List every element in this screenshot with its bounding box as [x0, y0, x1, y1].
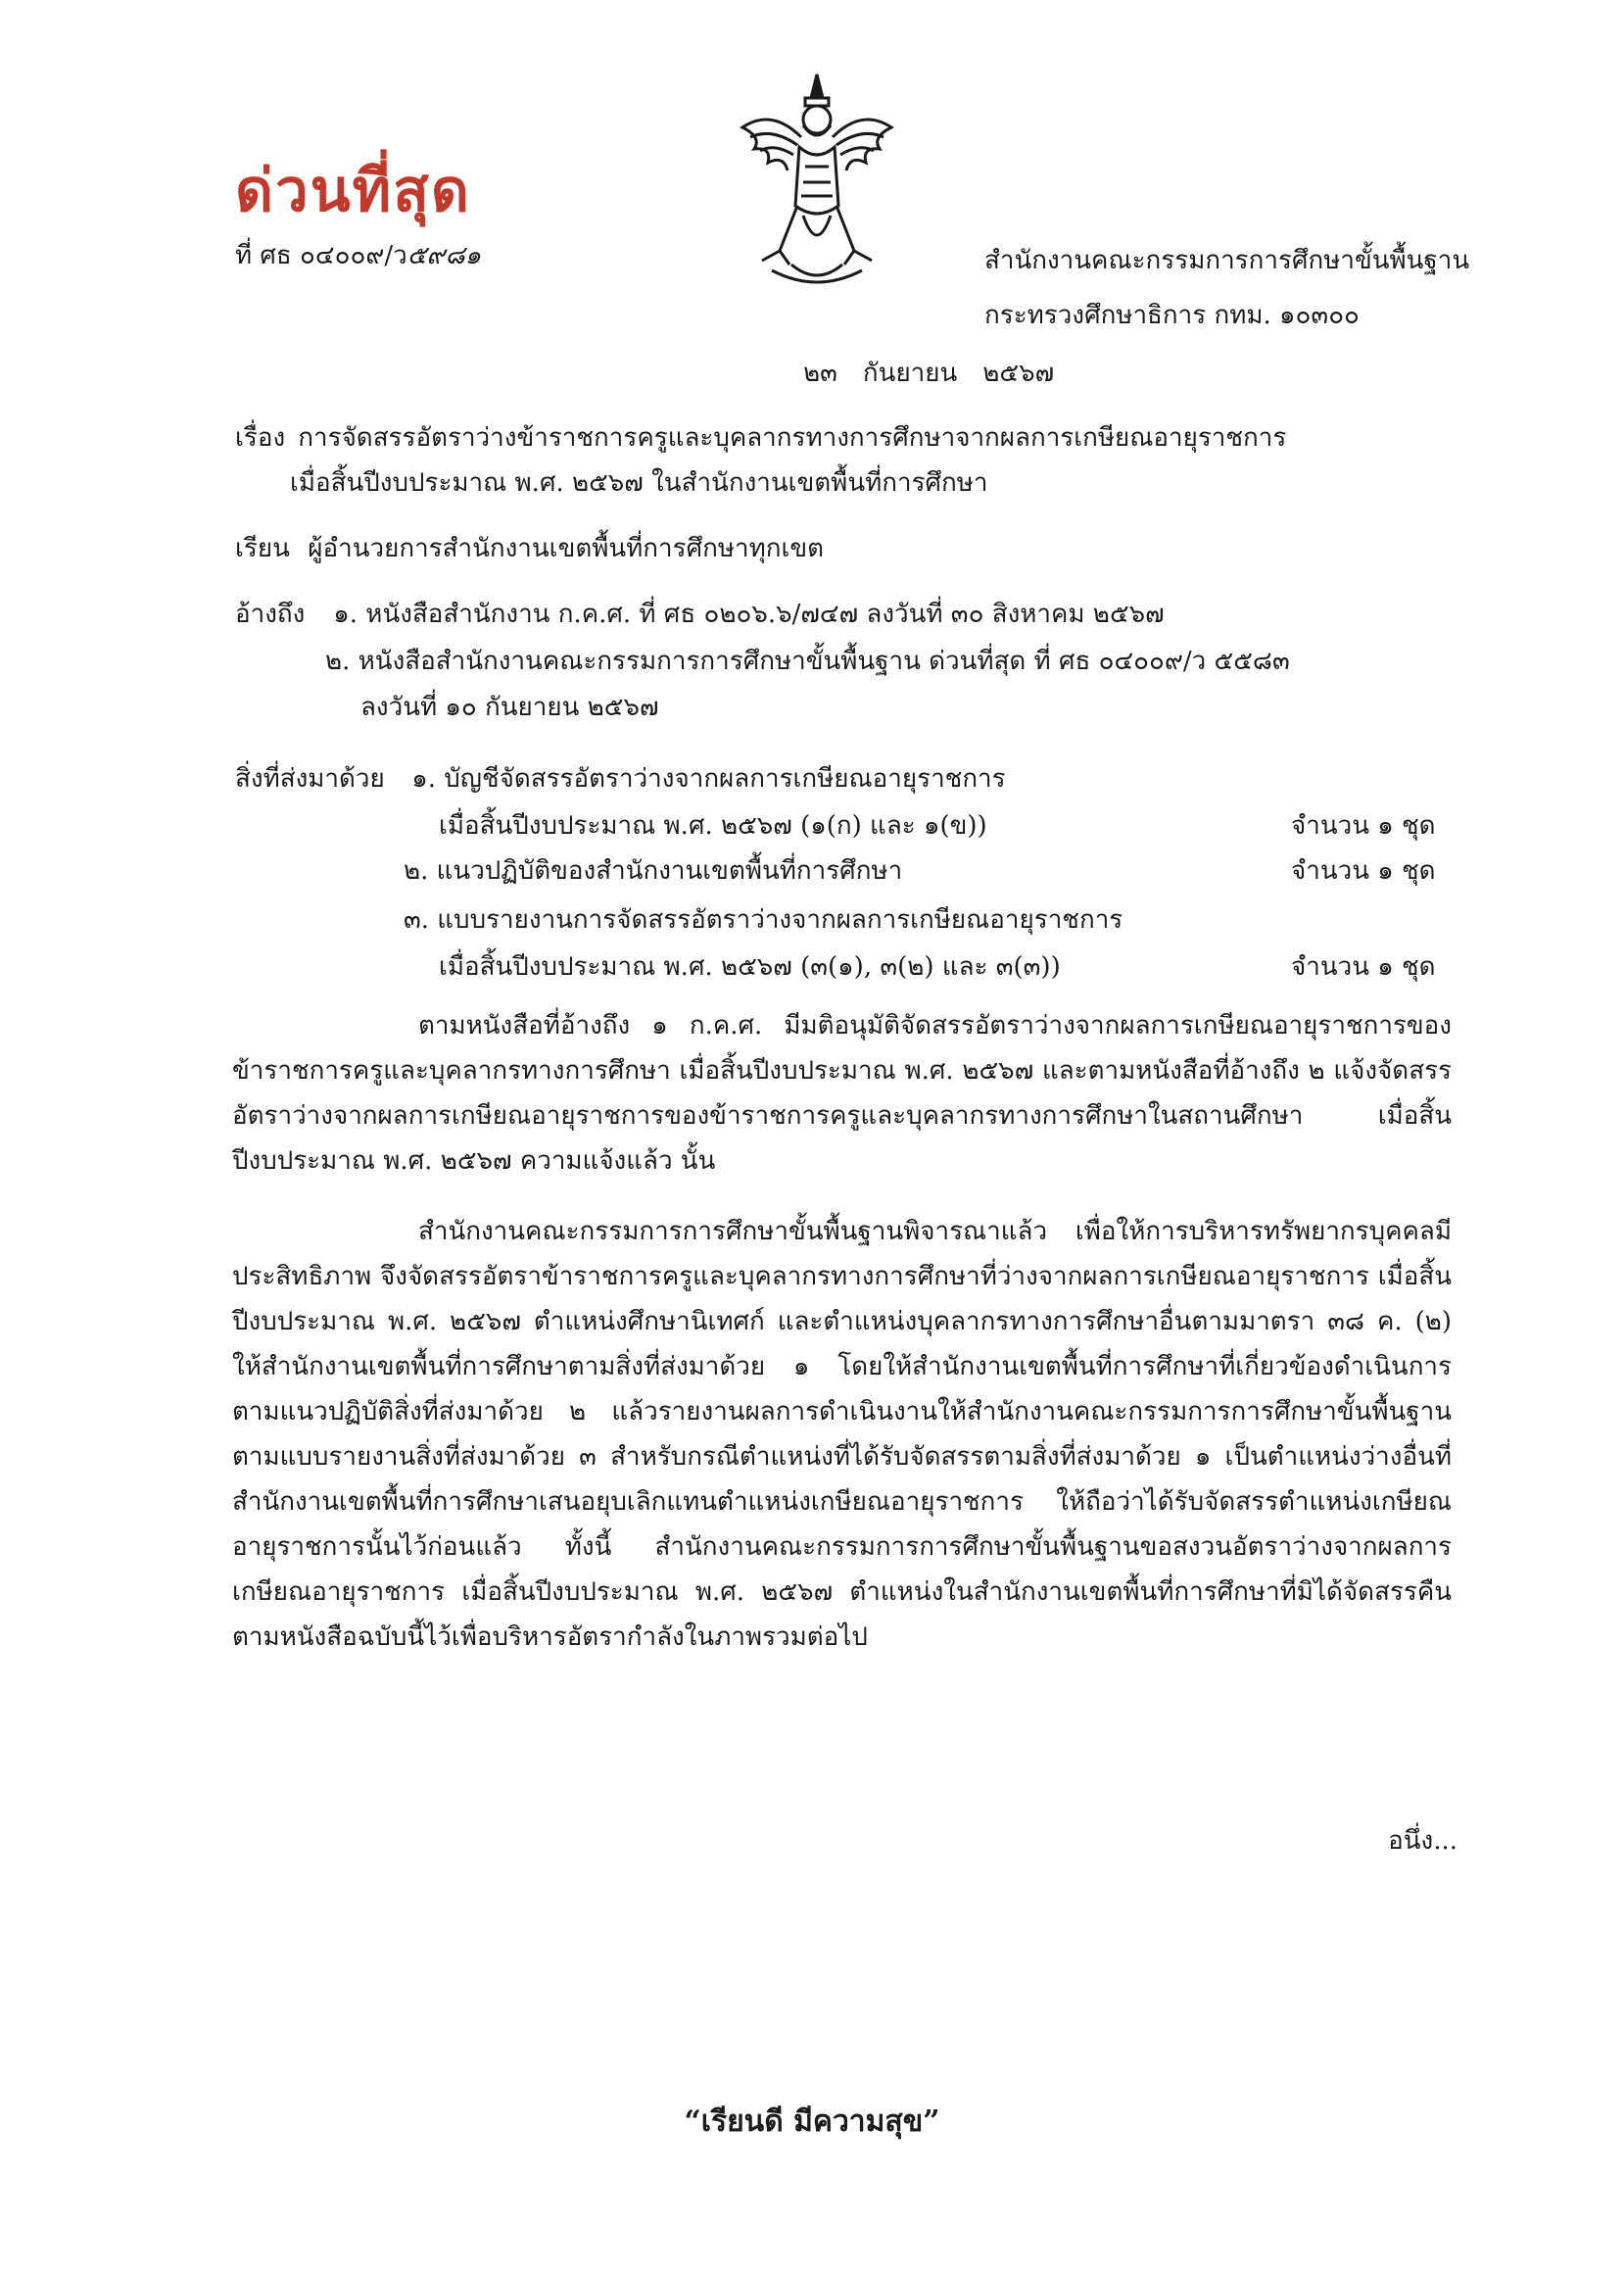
subject-text-1: การจัดสรรอัตราว่างข้าราชการครูและบุคลากรทางการศึกษาจากผลการเกษียณอายุราชการ — [298, 423, 1287, 453]
salutation-text: ผู้อำนวยการสำนักงานเขตพื้นที่การศึกษาทุกเขต — [308, 534, 824, 563]
enclosure-item-3: ๓. แบบรายงานการจัดสรรอัตราว่างจากผลการเกษียณอายุราชการ — [404, 905, 1123, 935]
letter-date — [803, 357, 1079, 390]
document-number-prefix: ที่ ศธ ๐๔๐๐๙/ว — [235, 241, 407, 270]
salutation-label: เรียน — [235, 534, 290, 563]
date-day: ๒๓ — [803, 359, 837, 388]
enclosure-text-3b: เมื่อสิ้นปีงบประมาณ พ.ศ. ๒๕๖๗ (๓(๑), ๓(๒) และ ๓(๓)) — [439, 952, 1061, 982]
agency-location: กระทรวงศึกษาธิการ กทม. ๑๐๓๐๐ — [984, 301, 1360, 330]
body-paragraph-2 — [232, 1209, 1452, 1660]
urgency-stamp: ด่วนที่สุด — [235, 157, 471, 225]
reference-item-1 — [235, 598, 1165, 631]
date-month: กันยายน — [862, 359, 958, 388]
garuda-emblem-icon — [733, 69, 901, 290]
enclosure-qty-3: จำนวน ๑ ชุด — [1291, 952, 1436, 982]
body-paragraph-1-text: ตามหนังสือที่อ้างถึง ๑ ก.ค.ศ. มีมติอนุมัติจัดสรรอัตราว่างจากผลการเกษียณอายุราชการของข้าราชการครูและบุคลากรทางการศึกษา เมื่อสิ้นปีงบประมาณ พ.ศ. ๒๕๖๗ และตามหนังสือที่อ้างถึง ๒ แจ้งจัดสรรอัตราว่างจากผลการเกษียณอายุราชการของข้าราชการครูและบุคลากรทางการศึกษาในสถานศึกษา เมื่อสิ้นปีงบประมาณ พ.ศ. ๒๕๖๗ ความแจ้งแล้ว นั้น — [232, 1011, 1452, 1176]
agency-name: สำนักงานคณะกรรมการการศึกษาขั้นพื้นฐาน — [984, 246, 1470, 275]
body-paragraph-2-text: สำนักงานคณะกรรมการการศึกษาขั้นพื้นฐานพิจารณาแล้ว เพื่อให้การบริหารทรัพยากรบุคคลมีประสิทธิภาพ จึงจัดสรรอัตราข้าราชการครูและบุคลากรทางการศึกษาที่ว่างจากผลการเกษียณอายุราชการ เมื่อสิ้นปีงบประมาณ พ.ศ. ๒๕๖๗ ตำแหน่งศึกษานิเทศก์ และตำแหน่งบุคลากรทางการศึกษาอื่นตามมาตรา ๓๘ ค. (๒) ให้สำนักงานเขตพื้นที่การศึกษาตามสิ่งที่ส่งมาด้วย ๑ โดยให้สำนักงานเขตพื้นที่การศึกษาที่เกี่ยวข้องดำเนินการตามแนวปฏิบัติสิ่งที่ส่งมาด้วย ๒ แล้วรายงานผลการดำเนินงานให้สำนักงานคณะกรรมการการศึกษาขั้นพื้นฐานตามแบบรายงานสิ่งที่ส่งมาด้วย ๓ สำหรับกรณีตำแหน่งที่ได้รับจัดสรรตามสิ่งที่ส่งมาด้วย ๑ เป็นตำแหน่งว่างอื่นที่สำนักงานเขตพื้นที่การศึกษาเสนอยุบเลิกแทนตำแหน่งเกษียณอายุราชการ ให้ถือว่าได้รับจัดสรรตำแหน่งเกษียณอายุราชการนั้นไว้ก่อนแล้ว ทั้งนี้ สำนักงานคณะกรรมการการศึกษาขั้นพื้นฐานขอสงวนอัตราว่างจากผลการเกษียณอายุราชการ เมื่อสิ้นปีงบประมาณ พ.ศ. ๒๕๖๗ ตำแหน่งในสำนักงานเขตพื้นที่การศึกษาที่มิได้จัดสรรคืนตามหนังสือฉบับนี้ไว้เพื่อบริหารอัตรากำลังในภาพรวมต่อไป — [232, 1217, 1452, 1652]
document-number-handwritten: ๕๙๘๑ — [406, 241, 482, 270]
document-number — [235, 239, 481, 272]
continuation-marker: อนึ่ง... — [1388, 1826, 1457, 1856]
enclosure-qty-2: จำนวน ๑ ชุด — [1291, 856, 1436, 886]
salutation — [235, 532, 824, 565]
reference-text-1: ๑. หนังสือสำนักงาน ก.ค.ศ. ที่ ศธ ๐๒๐๖.๖/๗๔๗ ลงวันที่ ๓๐ สิงหาคม ๒๕๖๗ — [333, 600, 1165, 629]
enclosure-item-1 — [235, 762, 1006, 796]
subject-text-2: เมื่อสิ้นปีงบประมาณ พ.ศ. ๒๕๖๗ ในสำนักงานเขตพื้นที่การศึกษา — [290, 468, 988, 498]
reference-label: อ้างถึง — [235, 600, 306, 629]
agency-address — [984, 244, 1469, 354]
date-year: ๒๕๖๗ — [982, 359, 1055, 388]
reference-item-2-date: ลงวันที่ ๑๐ กันยายน ๒๕๖๗ — [360, 693, 659, 722]
enclosure-label: สิ่งที่ส่งมาด้วย — [235, 764, 385, 794]
footer-slogan: “เรียนดี มีความสุข” — [684, 2104, 940, 2139]
subject-label: เรื่อง — [235, 423, 286, 453]
enclosure-qty-1: จำนวน ๑ ชุด — [1291, 811, 1436, 841]
subject-line-1 — [235, 421, 1286, 455]
enclosure-text-1: ๑. บัญชีจัดสรรอัตราว่างจากผลการเกษียณอายุราชการ — [411, 764, 1006, 794]
enclosure-text-1b: เมื่อสิ้นปีงบประมาณ พ.ศ. ๒๕๖๗ (๑(ก) และ ๑(ข)) — [439, 811, 987, 841]
body-paragraph-1 — [232, 1003, 1452, 1184]
enclosure-item-2: ๒. แนวปฏิบัติของสำนักงานเขตพื้นที่การศึกษา — [404, 856, 903, 886]
reference-item-2: ๒. หนังสือสำนักงานคณะกรรมการการศึกษาขั้นพื้นฐาน ด่วนที่สุด ที่ ศธ ๐๔๐๐๙/ว ๕๕๘๓ — [325, 647, 1290, 676]
